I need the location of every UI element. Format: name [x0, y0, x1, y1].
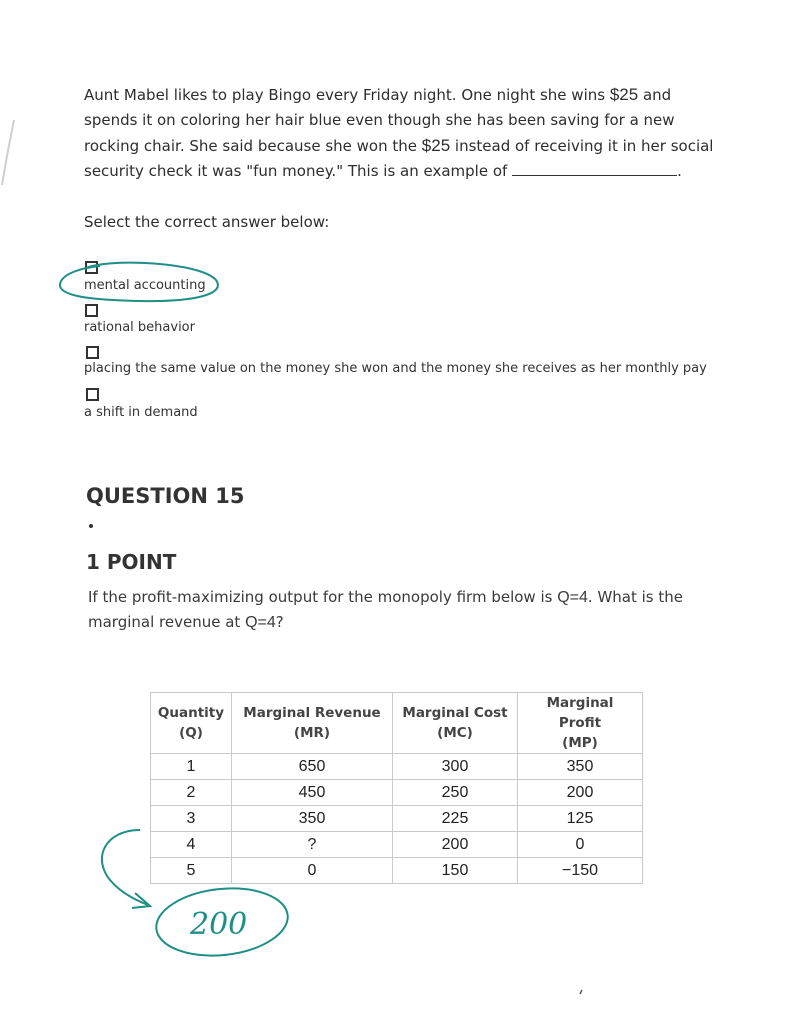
cell-mp: 350	[518, 754, 643, 780]
cell-mr: 450	[232, 780, 393, 806]
handwritten-answer: 200	[190, 907, 248, 942]
cell-mr: ?	[232, 832, 393, 858]
cell-mp: 125	[518, 806, 643, 832]
cell-q: 1	[151, 754, 232, 780]
prize-amount: $25	[609, 85, 639, 104]
cell-q: 3	[151, 806, 232, 832]
cell-mr: 350	[232, 806, 393, 832]
cell-mp: 200	[518, 780, 643, 806]
option-3-label[interactable]: placing the same value on the money she won and the money she receives as her monthly pay	[84, 361, 707, 376]
cell-q: 4	[151, 832, 232, 858]
cell-mc: 200	[393, 832, 518, 858]
question-15-heading: QUESTION 15	[86, 484, 245, 508]
header-quantity: Quantity (Q)	[151, 693, 232, 754]
cell-q: 5	[151, 858, 232, 884]
arrow-stroke	[102, 830, 148, 905]
header-marginal-profit: Marginal Profit (MP)	[518, 693, 643, 754]
question-14-line-1: Aunt Mabel likes to play Bingo every Friday night. One night she wins $25 and	[84, 85, 672, 104]
cell-mp: −150	[518, 858, 643, 884]
option-4-label[interactable]: a shift in demand	[84, 405, 198, 420]
question-15-line-2: marginal revenue at Q=4?	[88, 613, 284, 631]
cell-q: 2	[151, 780, 232, 806]
option-1-label[interactable]: mental accounting	[84, 278, 206, 293]
option-2-label[interactable]: rational behavior	[84, 320, 195, 335]
scan-mark	[2, 120, 14, 185]
cell-mr: 0	[232, 858, 393, 884]
cell-mp: 0	[518, 832, 643, 858]
cell-mr: 650	[232, 754, 393, 780]
question-14-line-4: security check it was "fun money." This is an example of .	[84, 162, 682, 180]
arrow-head-icon	[132, 893, 150, 908]
header-marginal-revenue: Marginal Revenue (MR)	[232, 693, 393, 754]
cell-mc: 225	[393, 806, 518, 832]
cell-mc: 150	[393, 858, 518, 884]
header-marginal-cost: Marginal Cost (MC)	[393, 693, 518, 754]
question-14-line-3: rocking chair. She said because she won the $25 instead of receiving it in her social	[84, 136, 714, 155]
points-label: 1 POINT	[86, 550, 177, 574]
select-prompt: Select the correct answer below:	[84, 213, 330, 231]
stray-mark	[580, 990, 582, 994]
cell-mc: 300	[393, 754, 518, 780]
question-14-line-2: spends it on coloring her hair blue even though she has been saving for a new	[84, 111, 675, 129]
question-15-line-1: If the profit-maximizing output for the monopoly firm below is Q=4. What is the	[88, 588, 683, 606]
prize-amount-repeat: $25	[421, 136, 451, 155]
cell-mc: 250	[393, 780, 518, 806]
answer-circle	[60, 263, 218, 301]
